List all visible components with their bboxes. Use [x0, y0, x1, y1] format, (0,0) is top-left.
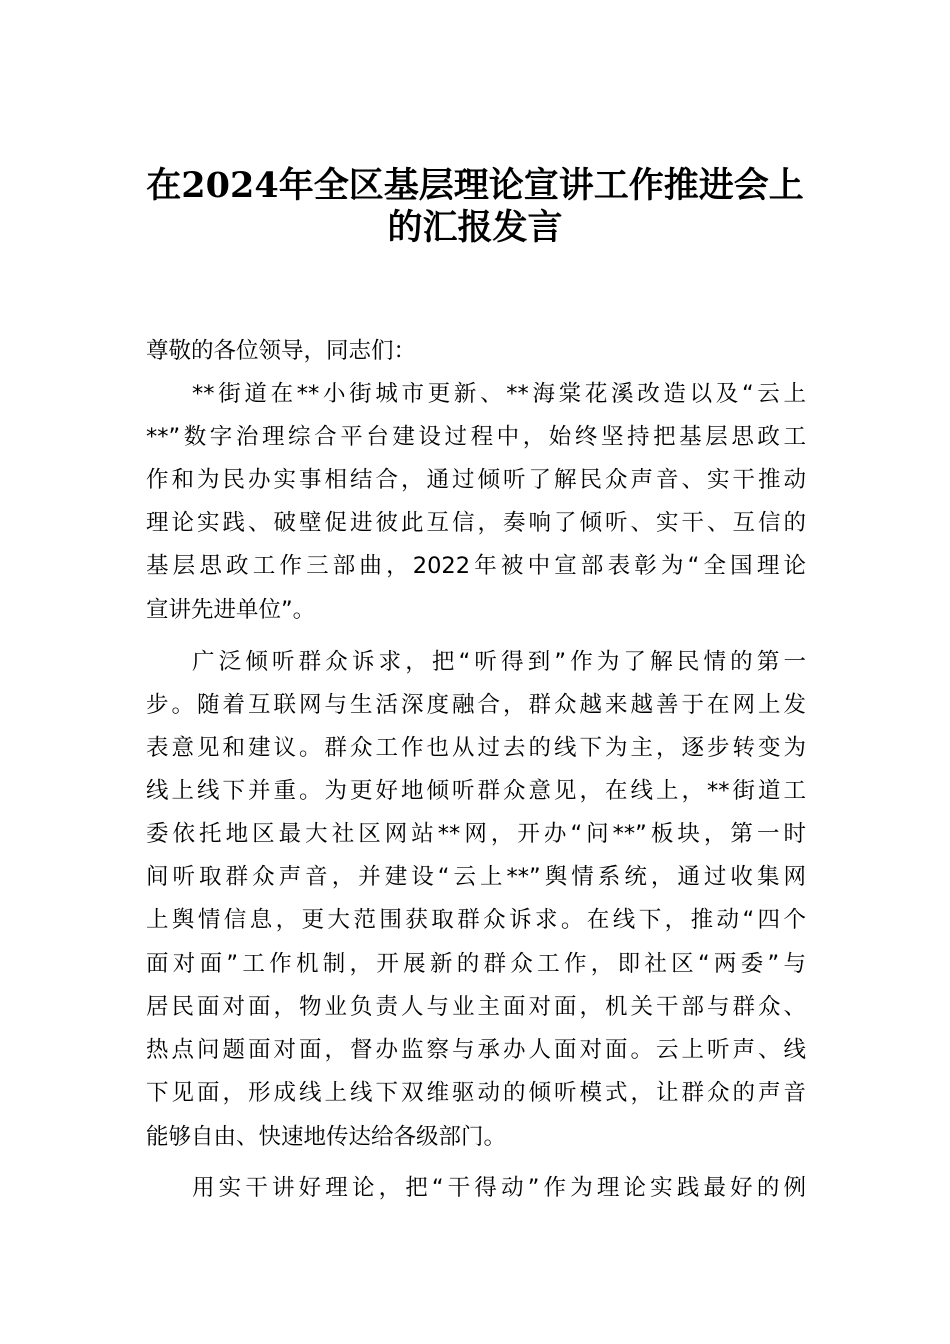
paragraph-1-line-4: 理论实践、破壁促进彼此互信，奏响了倾听、实干、互信的 [146, 510, 806, 536]
paragraph-2-line-3: 表意见和建议。群众工作也从过去的线下为主，逐步转变为 [146, 735, 806, 761]
paragraph-2-line-6: 间听取群众声音，并建设“云上**”舆情系统，通过收集网 [146, 864, 806, 890]
paragraph-2-line-5: 委依托地区最大社区网站**网，开办“问**”板块，第一时 [146, 821, 806, 847]
paragraph-2-line-2: 步。随着互联网与生活深度融合，群众越来越善于在网上发 [146, 692, 806, 718]
paragraph-2-line-11: 下见面，形成线上线下双维驱动的倾听模式，让群众的声音 [146, 1080, 806, 1106]
paragraph-2-line-4: 线上线下并重。为更好地倾听群众意见，在线上，**街道工 [146, 778, 806, 804]
paragraph-2-line-9: 居民面对面，物业负责人与业主面对面，机关干部与群众、 [146, 994, 806, 1020]
paragraph-2-line-1: 广泛倾听群众诉求，把“听得到”作为了解民情的第一 [192, 649, 806, 675]
paragraph-1-line-5: 基层思政工作三部曲，2022年被中宣部表彰为“全国理论 [146, 553, 806, 579]
document-title-line-2: 的汇报发言 [387, 207, 563, 248]
document-title-line-1: 在2024年全区基层理论宣讲工作推进会上 [146, 165, 804, 206]
paragraph-2-line-7: 上舆情信息，更大范围获取群众诉求。在线下，推动“四个 [146, 907, 806, 933]
paragraph-1-line-1: **街道在**小街城市更新、**海棠花溪改造以及“云上 [192, 381, 806, 407]
paragraph-3-line-1: 用实干讲好理论，把“干得动”作为理论实践最好的例 [192, 1175, 806, 1201]
salutation: 尊敬的各位领导，同志们： [146, 338, 417, 364]
paragraph-1-line-6: 宣讲先进单位”。 [146, 597, 316, 623]
paragraph-2-line-10: 热点问题面对面，督办监察与承办人面对面。云上听声、线 [146, 1037, 806, 1063]
paragraph-1-line-2: **”数字治理综合平台建设过程中，始终坚持把基层思政工 [146, 424, 806, 450]
paragraph-1-line-3: 作和为民办实事相结合，通过倾听了解民众声音、实干推动 [146, 467, 806, 493]
paragraph-2-line-12: 能够自由、快速地传达给各级部门。 [146, 1124, 507, 1150]
paragraph-2-line-8: 面对面”工作机制，开展新的群众工作，即社区“两委”与 [146, 951, 806, 977]
